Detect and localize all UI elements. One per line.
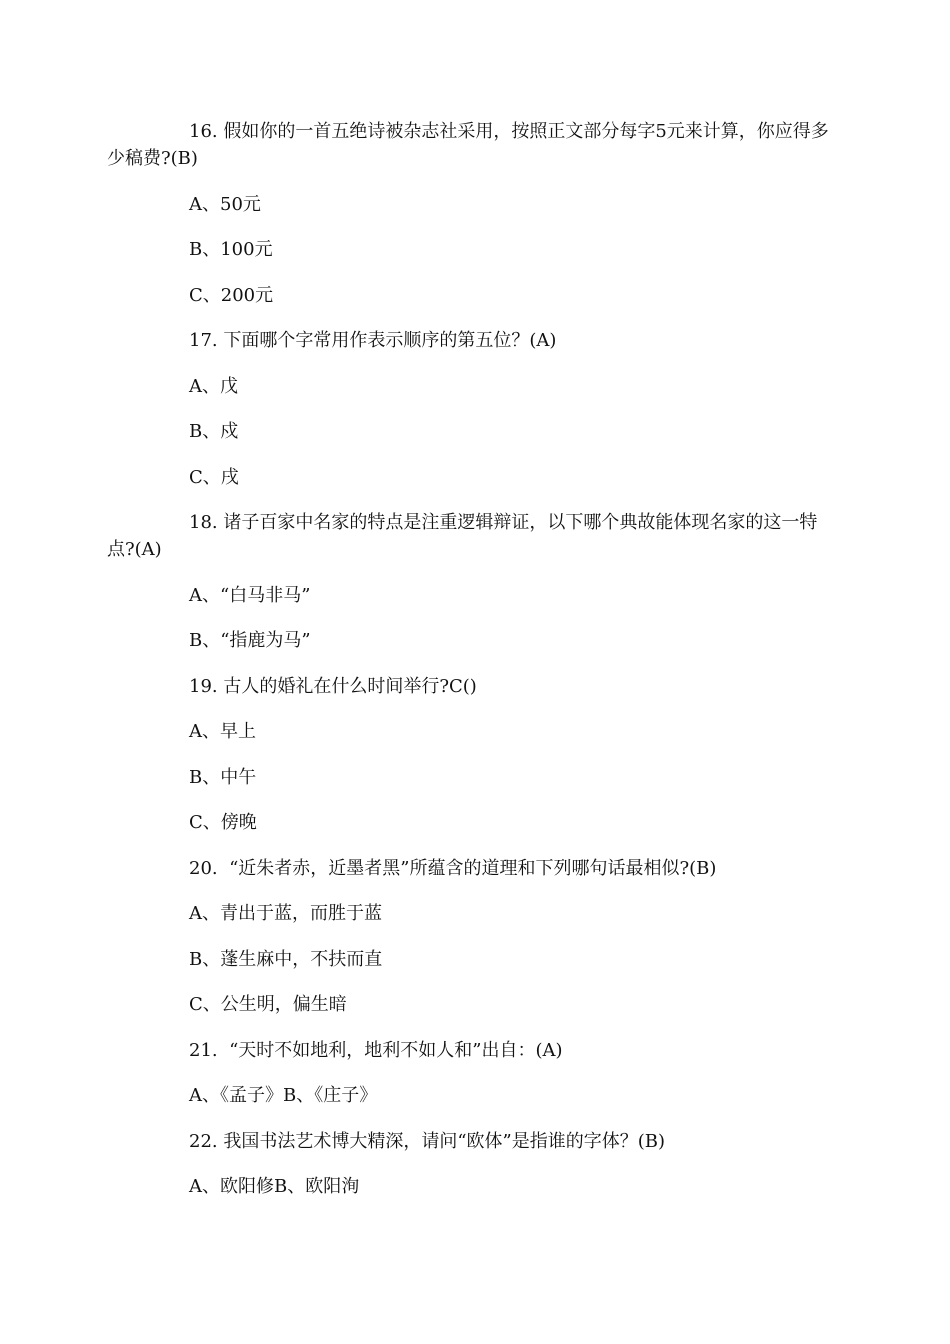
- question-20: 20. “近朱者赤，近墨者黑”所蕴含的道理和下列哪句话最相似?(B): [189, 857, 717, 879]
- question-17: 17. 下面哪个字常用作表示顺序的第五位？(A): [189, 330, 557, 351]
- option-19-c: C、傍晚: [189, 812, 257, 833]
- option-20-a: A、青出于蓝，而胜于蓝: [189, 903, 382, 924]
- question-19: 19. 古人的婚礼在什么时间举行?C(): [189, 675, 477, 697]
- option-20-c: C、公生明，偏生暗: [189, 994, 347, 1015]
- option-16-a: A、50元: [189, 193, 261, 215]
- option-19-a: A、早上: [189, 721, 256, 742]
- option-17-c: C、戌: [189, 466, 239, 488]
- question-18: 18. 诸子百家中名家的特点是注重逻辑辩证，以下哪个典故能体现名家的这一特点?(A): [107, 512, 818, 560]
- question-21: 21. “天时不如地利，地利不如人和”出自：(A): [189, 1039, 563, 1061]
- question-22: 22. 我国书法艺术博大精深，请问“欧体”是指谁的字体？(B): [189, 1130, 666, 1152]
- option-20-b: B、蓬生麻中，不扶而直: [189, 948, 383, 970]
- option-17-b: B、戍: [189, 421, 239, 442]
- option-16-b: B、100元: [189, 239, 273, 260]
- option-18-a: A、“白马非马”: [189, 584, 311, 606]
- option-19-b: B、中午: [189, 766, 257, 788]
- option-22-ab: A、欧阳修B、欧阳洵: [189, 1176, 360, 1197]
- option-21-ab: A、《孟子》B、《庄子》: [189, 1085, 378, 1106]
- option-16-c: C、200元: [189, 284, 274, 306]
- question-list: [107, 118, 842, 1200]
- option-18-b: B、“指鹿为马”: [189, 630, 311, 651]
- question-16: 16. 假如你的一首五绝诗被杂志社采用，按照正文部分每字5元来计算，你应得多少稿费?(B): [107, 121, 829, 169]
- option-17-a: A、戊: [189, 375, 238, 397]
